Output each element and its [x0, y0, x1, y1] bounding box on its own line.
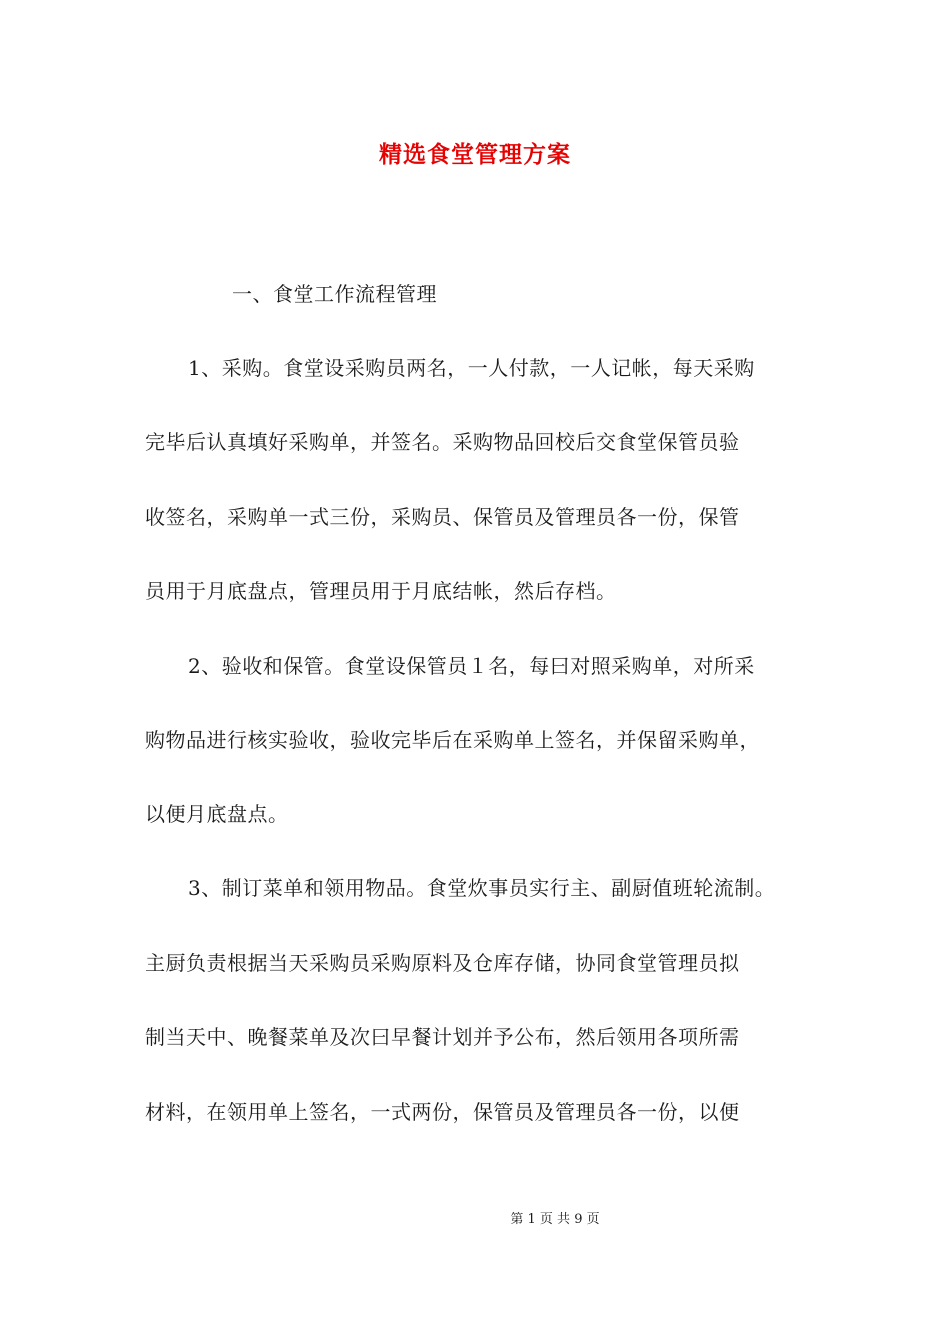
paragraph-line: 收签名，采购单一式三份，采购员、保管员及管理员各一份，保管: [145, 505, 740, 529]
paragraph-line: 1、采购。食堂设采购员两名，一人付款，一人记帐，每天采购: [188, 356, 755, 380]
page-number-footer: 第 1 页 共 9 页: [510, 1212, 600, 1227]
paragraph-line: 制当天中、晚餐菜单及次曰早餐计划并予公布，然后领用各项所需: [145, 1025, 740, 1049]
paragraph-line: 主厨负责根据当天采购员采购原料及仓库存储，协同食堂管理员拟: [145, 951, 740, 975]
section-heading: 一、食堂工作流程管理: [232, 282, 437, 306]
paragraph-line: 购物品进行核实验收，验收完毕后在采购单上签名，并保留采购单，: [145, 728, 760, 752]
paragraph-line: 以便月底盘点。: [145, 802, 289, 826]
paragraph-line: 材料，在领用单上签名，一式两份，保管员及管理员各一份，以便: [145, 1100, 740, 1124]
paragraph-line: 完毕后认真填好采购单，并签名。采购物品回校后交食堂保管员验: [145, 430, 740, 454]
document-title: 精选食堂管理方案: [379, 141, 571, 168]
paragraph-line: 3、制订菜单和领用物品。食堂炊事员实行主、副厨值班轮流制。: [188, 876, 776, 900]
paragraph-line: 2、验收和保管。食堂设保管员１名，每曰对照采购单，对所采: [188, 654, 755, 678]
paragraph-line: 员用于月底盘点，管理员用于月底结帐，然后存档。: [145, 579, 617, 603]
